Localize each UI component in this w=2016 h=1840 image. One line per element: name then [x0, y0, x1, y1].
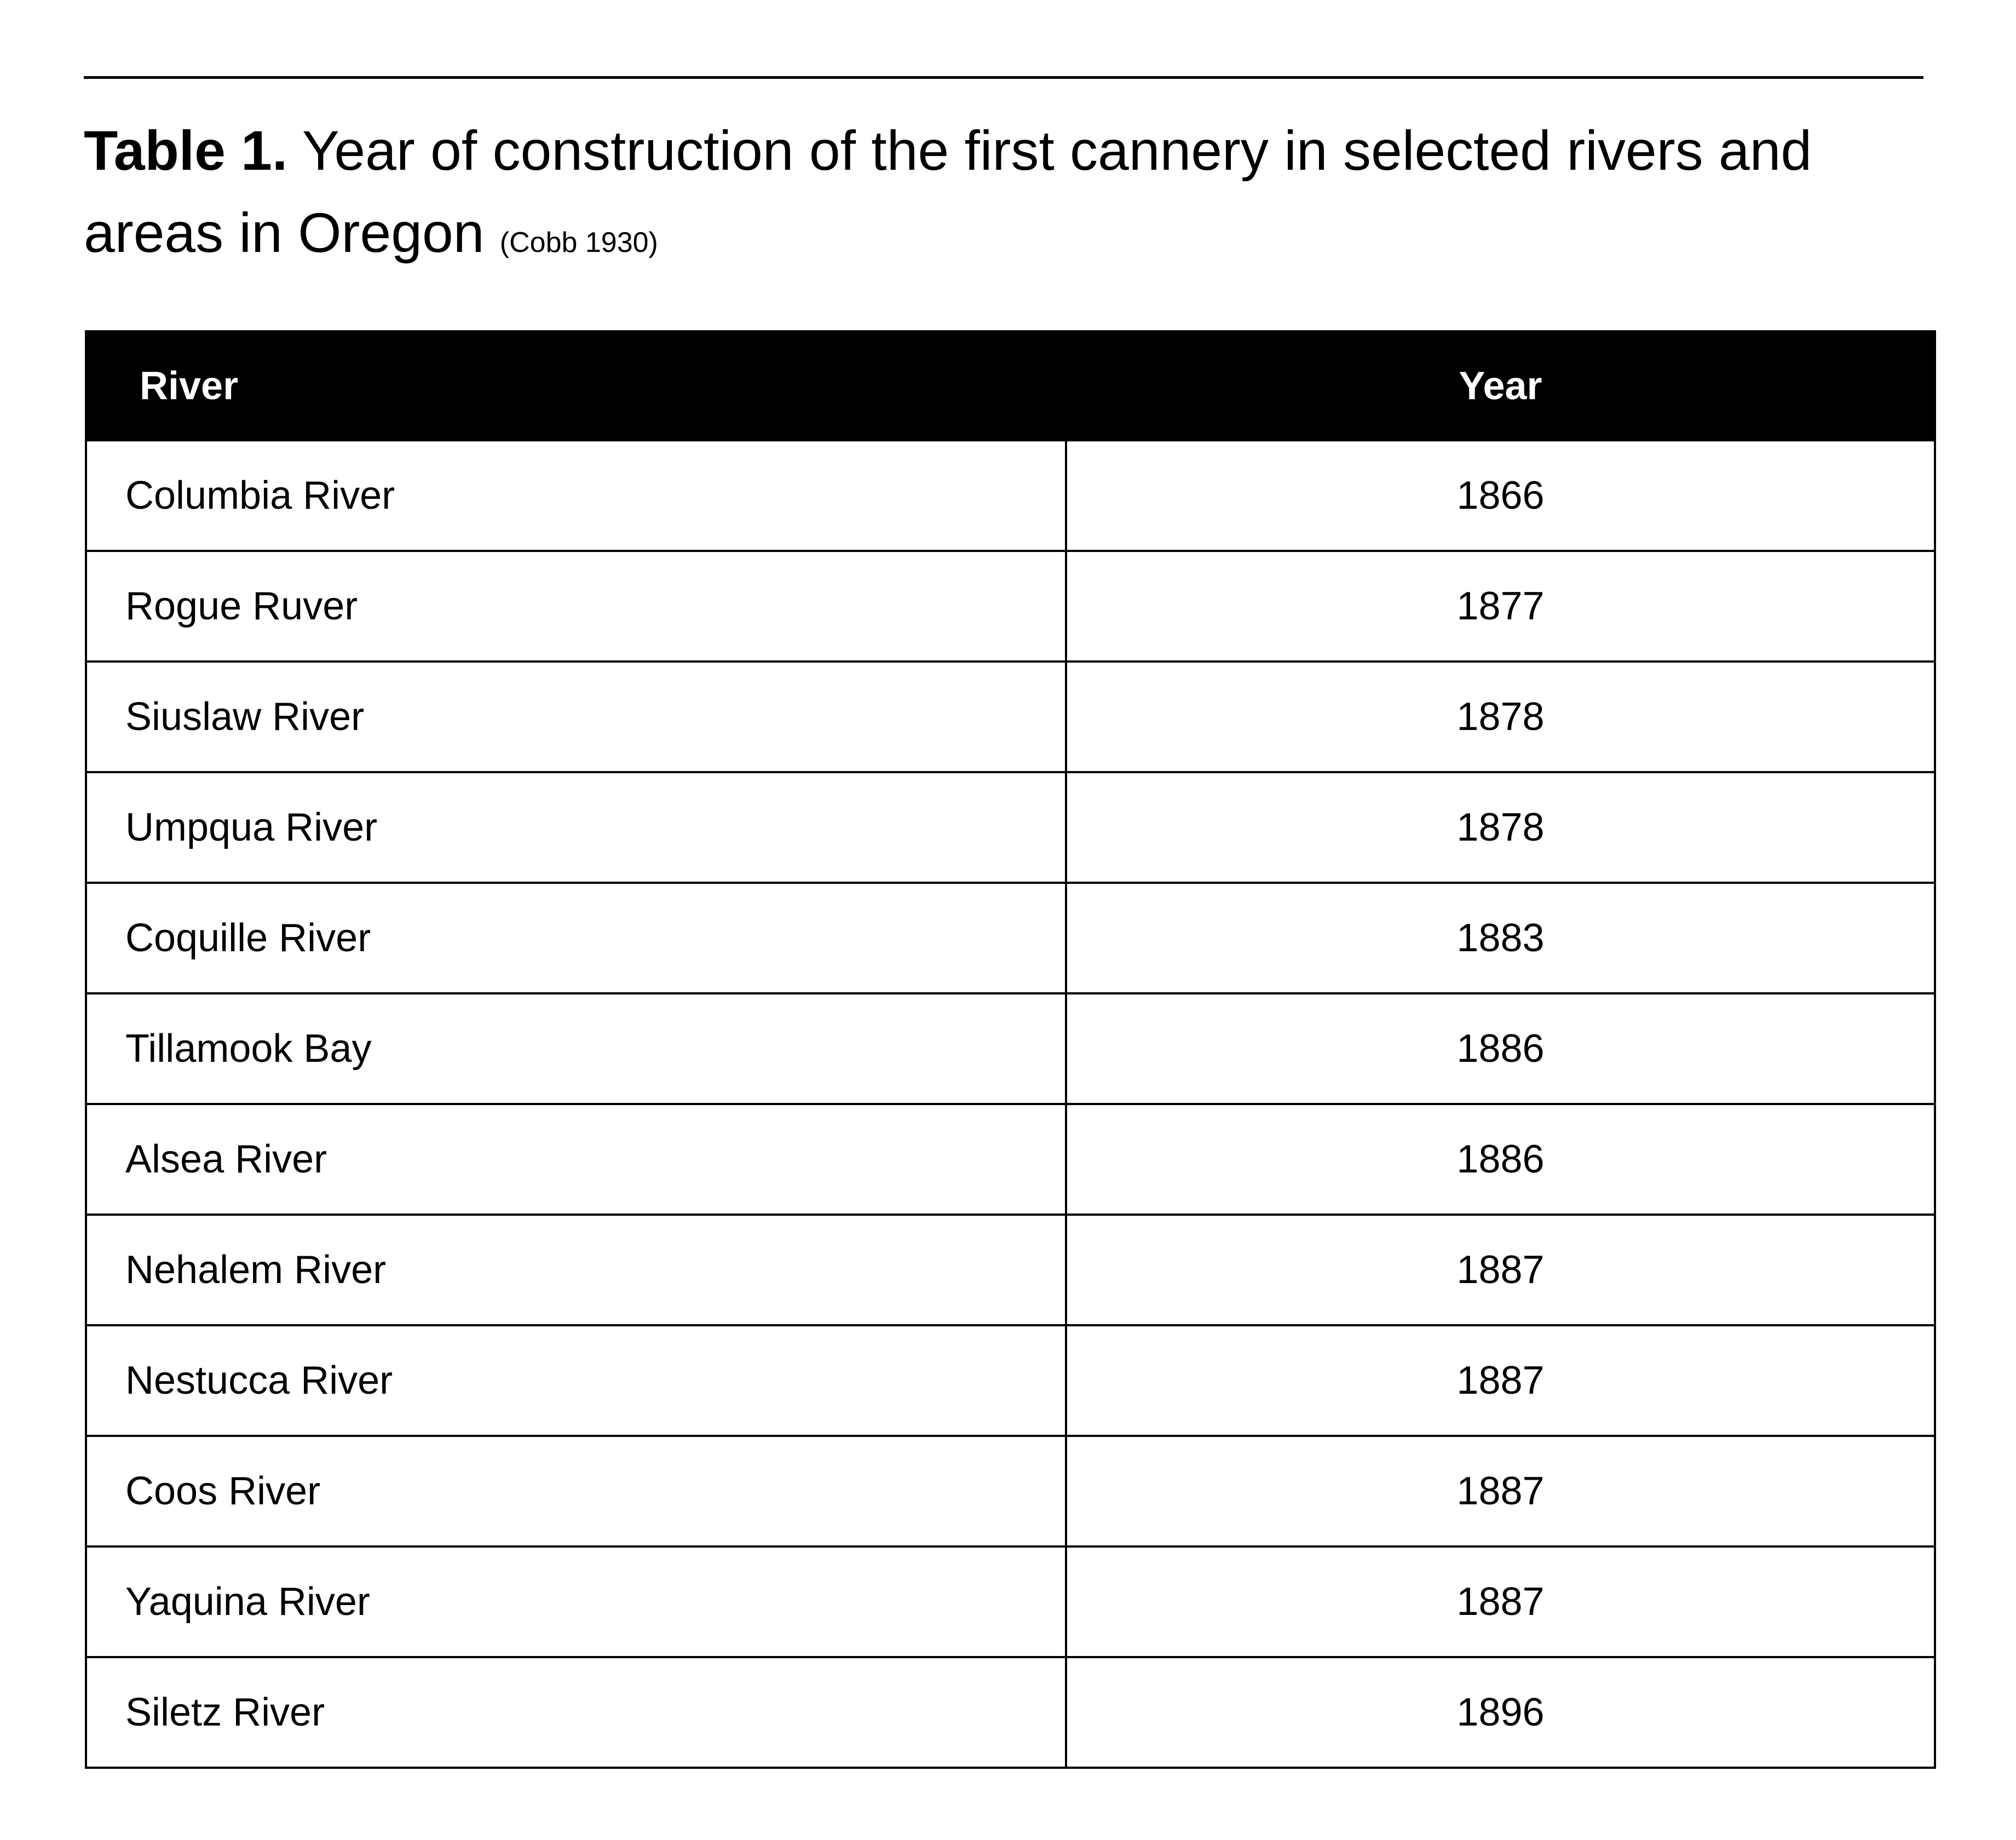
cell-river: Columbia River: [86, 440, 1066, 551]
top-rule: [84, 76, 1923, 79]
table-row: [86, 1215, 1935, 1325]
cell-year: 1896: [1066, 1657, 1935, 1768]
cell-year: 1887: [1066, 1325, 1935, 1436]
table-row: [86, 1436, 1935, 1546]
table-row: [86, 772, 1935, 883]
header-year: Year: [1066, 331, 1935, 440]
cell-year: 1878: [1066, 662, 1935, 772]
cell-river: Alsea River: [86, 1104, 1066, 1215]
cell-river: Siletz River: [86, 1657, 1066, 1768]
table-row: [86, 1657, 1935, 1768]
table-caption-source: (Cobb 1930): [499, 227, 658, 258]
cell-river: Tillamook Bay: [86, 993, 1066, 1104]
cell-river: Rogue Ruver: [86, 551, 1066, 662]
table-row: [86, 1325, 1935, 1436]
cell-river: Yaquina River: [86, 1546, 1066, 1657]
cell-river: Coquille River: [86, 883, 1066, 993]
cell-river: Nestucca River: [86, 1325, 1066, 1436]
cell-river: Nehalem River: [86, 1215, 1066, 1325]
table-row: [86, 440, 1935, 551]
cell-river: Coos River: [86, 1436, 1066, 1546]
table-row: [86, 1104, 1935, 1215]
cell-river: Siuslaw River: [86, 662, 1066, 772]
cannery-table: [85, 330, 1936, 1769]
table-caption: [84, 110, 1836, 284]
cell-year: 1887: [1066, 1215, 1935, 1325]
table-row: [86, 993, 1935, 1104]
cell-year: 1877: [1066, 551, 1935, 662]
cell-year: 1878: [1066, 772, 1935, 883]
cell-river: Umpqua River: [86, 772, 1066, 883]
cell-year: 1883: [1066, 883, 1935, 993]
cell-year: 1887: [1066, 1436, 1935, 1546]
header-river: River: [86, 331, 1066, 440]
cell-year: 1866: [1066, 440, 1935, 551]
table-caption-text: Year of construction of the first cannery in selected rivers and areas in Oregon: [84, 119, 1812, 264]
table-row: [86, 883, 1935, 993]
table-row: [86, 1546, 1935, 1657]
cell-year: 1886: [1066, 993, 1935, 1104]
table-header-row: [86, 331, 1935, 440]
table-caption-label: Table 1.: [84, 119, 288, 182]
cell-year: 1886: [1066, 1104, 1935, 1215]
table-row: [86, 662, 1935, 772]
table-row: [86, 551, 1935, 662]
cell-year: 1887: [1066, 1546, 1935, 1657]
